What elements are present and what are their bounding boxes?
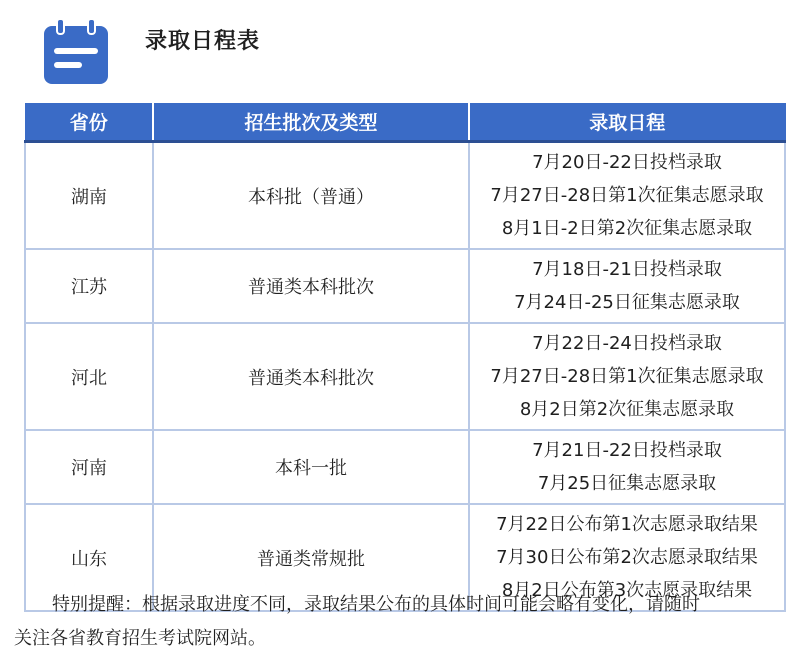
schedule-cell	[469, 142, 785, 250]
schedule-line: 7月27日-28日第1次征集志愿录取	[490, 366, 764, 387]
table-row	[25, 249, 785, 323]
reminder-note-line: 特别提醒：根据录取进度不同，录取结果公布的具体时间可能会略有变化，请随时	[52, 594, 700, 615]
province-cell: 江苏	[25, 249, 153, 323]
schedule-cell	[469, 430, 785, 504]
table-row	[25, 323, 785, 430]
schedule-line: 7月21日-22日投档录取	[532, 440, 722, 461]
column-header-province: 省份	[25, 103, 153, 142]
schedule-line: 7月20日-22日投档录取	[532, 152, 722, 173]
schedule-line: 7月18日-21日投档录取	[532, 259, 722, 280]
batch-cell: 普通类本科批次	[153, 323, 469, 430]
province-cell: 山东	[25, 504, 153, 611]
schedule-cell	[469, 249, 785, 323]
batch-cell: 普通类本科批次	[153, 249, 469, 323]
province-cell: 湖南	[25, 142, 153, 250]
schedule-line: 7月25日征集志愿录取	[537, 473, 717, 494]
admission-schedule-table	[24, 103, 786, 612]
batch-cell: 普通类常规批	[153, 504, 469, 611]
calendar-icon	[42, 18, 110, 86]
schedule-line: 7月24日-25日征集志愿录取	[514, 292, 740, 313]
province-cell: 河南	[25, 430, 153, 504]
table-header-row	[25, 103, 785, 142]
page-title: 录取日程表	[145, 29, 261, 54]
schedule-line: 7月22日-24日投档录取	[532, 333, 722, 354]
schedule-line: 8月2日公布第3次志愿录取结果	[501, 580, 753, 601]
schedule-line: 7月22日公布第1次志愿录取结果	[496, 514, 758, 535]
reminder-note-line: 关注各省教育招生考试院网站。	[14, 628, 266, 649]
schedule-line: 8月2日第2次征集志愿录取	[519, 399, 735, 420]
schedule-line: 7月30日公布第2次志愿录取结果	[496, 547, 758, 568]
column-header-schedule: 录取日程	[469, 103, 785, 142]
schedule-cell	[469, 323, 785, 430]
table-row	[25, 430, 785, 504]
schedule-line: 7月27日-28日第1次征集志愿录取	[490, 185, 764, 206]
batch-cell: 本科批（普通）	[153, 142, 469, 250]
schedule-line: 8月1日-2日第2次征集志愿录取	[501, 218, 753, 239]
table-row	[25, 142, 785, 250]
header	[0, 0, 807, 100]
column-header-batch: 招生批次及类型	[153, 103, 469, 142]
province-cell: 河北	[25, 323, 153, 430]
reminder-note	[14, 588, 799, 656]
batch-cell: 本科一批	[153, 430, 469, 504]
